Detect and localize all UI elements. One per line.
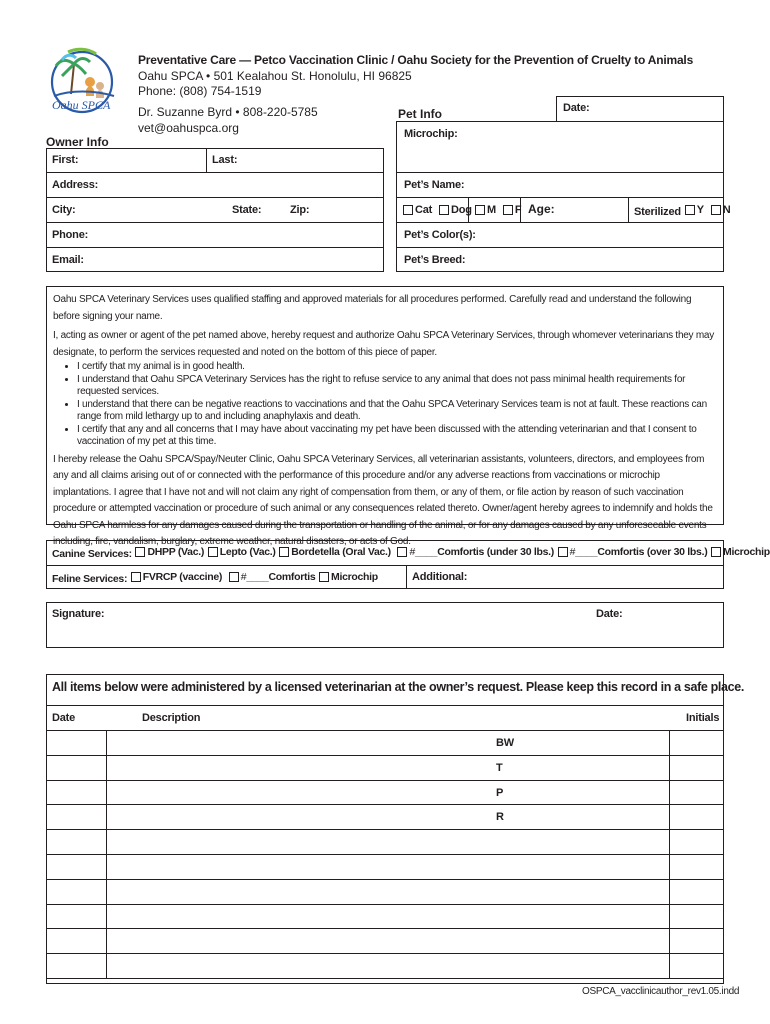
record-row-label: T [496, 761, 503, 774]
dhpp-checkbox[interactable]: DHPP (Vac.) [134, 546, 204, 558]
clinic-phone: Phone: (808) 754-1519 [138, 84, 262, 98]
age-field[interactable]: Age: [528, 202, 555, 216]
canine-microchip-checkbox[interactable]: Microchip [710, 546, 770, 558]
pet-info-title: Pet Info [398, 107, 442, 121]
feline-microchip-checkbox[interactable]: Microchip [318, 571, 378, 583]
table-row[interactable] [46, 953, 724, 978]
consent-bullet: • I certify that any and all concerns that I may have about vaccinating my pet have been discussed with the attending veterinarian and that I consent to vaccination of my pet at this time. [77, 424, 717, 449]
table-row[interactable] [46, 829, 724, 854]
comfortis-over-checkbox[interactable]: # ____ Comfortis (over 30 lbs.) [557, 546, 708, 558]
zip-field[interactable]: Zip: [290, 204, 310, 216]
record-title: All items below were administered by a licensed veterinarian at the owner’s request. Please keep this record in a safe place. [52, 680, 744, 694]
record-row-label: P [496, 786, 504, 799]
table-row[interactable] [46, 730, 724, 755]
consent-bullet: • I understand that Oahu SPCA Veterinary Services has the right to refuse service to any animal that does not pass minimal health requirements for requested services. [77, 374, 717, 399]
consent-text-box [46, 286, 724, 547]
pet-colors-field[interactable]: Pet’s Color(s): [404, 229, 476, 241]
canine-services-row: Canine Services: DHPP (Vac.) Lepto (Vac.) Bordetella (Oral Vac.) # ____ Comfortis (under 30 lbs.) # ____ Comfortis (over 30 lbs.) Microchip [52, 546, 770, 560]
table-row[interactable] [46, 755, 724, 780]
table-row[interactable] [46, 928, 724, 953]
lepto-checkbox[interactable]: Lepto (Vac.) [207, 546, 276, 558]
dog-checkbox[interactable]: Dog [438, 204, 472, 216]
table-row[interactable] [46, 904, 724, 929]
state-field[interactable]: State: [232, 204, 262, 216]
consent-paragraph-1: Oahu SPCA Veterinary Services uses qualified staffing and approved materials for all procedures performed. Carefully read and understand the following before signing your name. [53, 294, 692, 322]
table-row[interactable] [46, 854, 724, 879]
consent-bullet: • I certify that my animal is in good health. [77, 361, 717, 374]
form-title: Preventative Care — Petco Vaccination Clinic / Oahu Society for the Prevention of Cruelty to Animals [138, 53, 694, 67]
signature-date-field[interactable]: Date: [596, 608, 623, 620]
email-field[interactable]: Email: [52, 254, 84, 266]
address-field[interactable]: Address: [52, 179, 99, 191]
record-row-label: R [496, 811, 504, 824]
sterilized-options: Sterilized Y N [634, 204, 731, 218]
owner-info-title: Owner Info [46, 135, 109, 149]
vet-email: vet@oahuspca.org [138, 121, 239, 135]
logo-text: Oahu SPCA [52, 98, 111, 112]
table-row[interactable] [46, 879, 724, 904]
logo [46, 46, 128, 118]
clinic-address: Oahu SPCA • 501 Kealahou St. Honolulu, HI 96825 [138, 69, 412, 83]
sterilized-yes-checkbox[interactable]: Y [684, 204, 704, 216]
city-field[interactable]: City: [52, 204, 76, 216]
record-row-label: BW [496, 737, 514, 749]
owner-info-box [46, 148, 384, 272]
sterilized-no-checkbox[interactable]: N [710, 204, 731, 216]
vet-contact: Dr. Suzanne Byrd • 808-220-5785 [138, 105, 318, 119]
date-field[interactable]: Date: [556, 96, 724, 122]
consent-bullets [53, 361, 717, 449]
last-name-field[interactable]: Last: [212, 154, 238, 166]
table-row[interactable] [46, 780, 724, 805]
pet-breed-field[interactable]: Pet’s Breed: [404, 254, 466, 266]
female-checkbox[interactable]: F [502, 204, 522, 216]
consent-paragraph-2: I, acting as owner or agent of the pet named above, hereby request and authorize Oahu SPCA Veterinary Services, through whomever veterinarians they may designate, to perform the services requested and noted on the bottom of this piece of paper. [53, 330, 714, 358]
consent-paragraph-3: I hereby release the Oahu SPCA/Spay/Neuter Clinic, Oahu SPCA Veterinary Services, all veterinarian assistants, volunteers, directors, and employees from any and all claims arising out of or connected with the performance of this procedure and/or any adverse reactions from vaccinations or microchip implantations. I agree that I have not and will not claim any right of compensation from them, or any of them, or file action by reason of such vaccination procedure or attempted vaccination or procedure of such animal or any consequences related thereto. Owner/agent hereby agrees to indemnify and holds the Oahu SPCA harmless for any damages caused during the transportation or handling of the animal, or for any damages caused by any unforeseeable events including, fire, vandalism, burglary, extreme weather, natural disasters, or acts of God. [53, 453, 713, 547]
cat-checkbox[interactable]: Cat [402, 204, 432, 216]
date-column-header: Date [52, 712, 76, 724]
bordetella-checkbox[interactable]: Bordetella (Oral Vac.) [278, 546, 391, 558]
pet-name-field[interactable]: Pet’s Name: [404, 179, 465, 191]
feline-comfortis-checkbox[interactable]: # ____ Comfortis [225, 571, 316, 583]
sex-options [474, 204, 521, 218]
consent-bullet: • I understand that there can be negative reactions to vaccinations and that the Oahu SPCA Veterinary Services team is not at fault. These reactions can range from mild lethargy up to and including anaphylaxis and death. [77, 399, 717, 424]
additional-field[interactable]: Additional: [412, 571, 468, 583]
table-row[interactable] [46, 804, 724, 829]
microchip-field[interactable]: Microchip: [404, 128, 458, 140]
species-options [402, 204, 472, 218]
footer-filename: OSPCA_vacclinicauthor_rev1.05.indd [582, 986, 740, 997]
male-checkbox[interactable]: M [474, 204, 496, 216]
signature-field[interactable]: Signature: [52, 608, 105, 620]
description-column-header: Description [142, 712, 201, 724]
first-name-field[interactable]: First: [52, 154, 79, 166]
initials-column-header: Initials [686, 712, 720, 724]
fvrcp-checkbox[interactable]: FVRCP (vaccine) [130, 571, 222, 583]
comfortis-under-checkbox[interactable]: # ____ Comfortis (under 30 lbs.) [393, 546, 553, 558]
feline-services-row: Feline Services: FVRCP (vaccine) # ____ Comfortis Microchip [52, 571, 378, 585]
phone-field[interactable]: Phone: [52, 229, 89, 241]
